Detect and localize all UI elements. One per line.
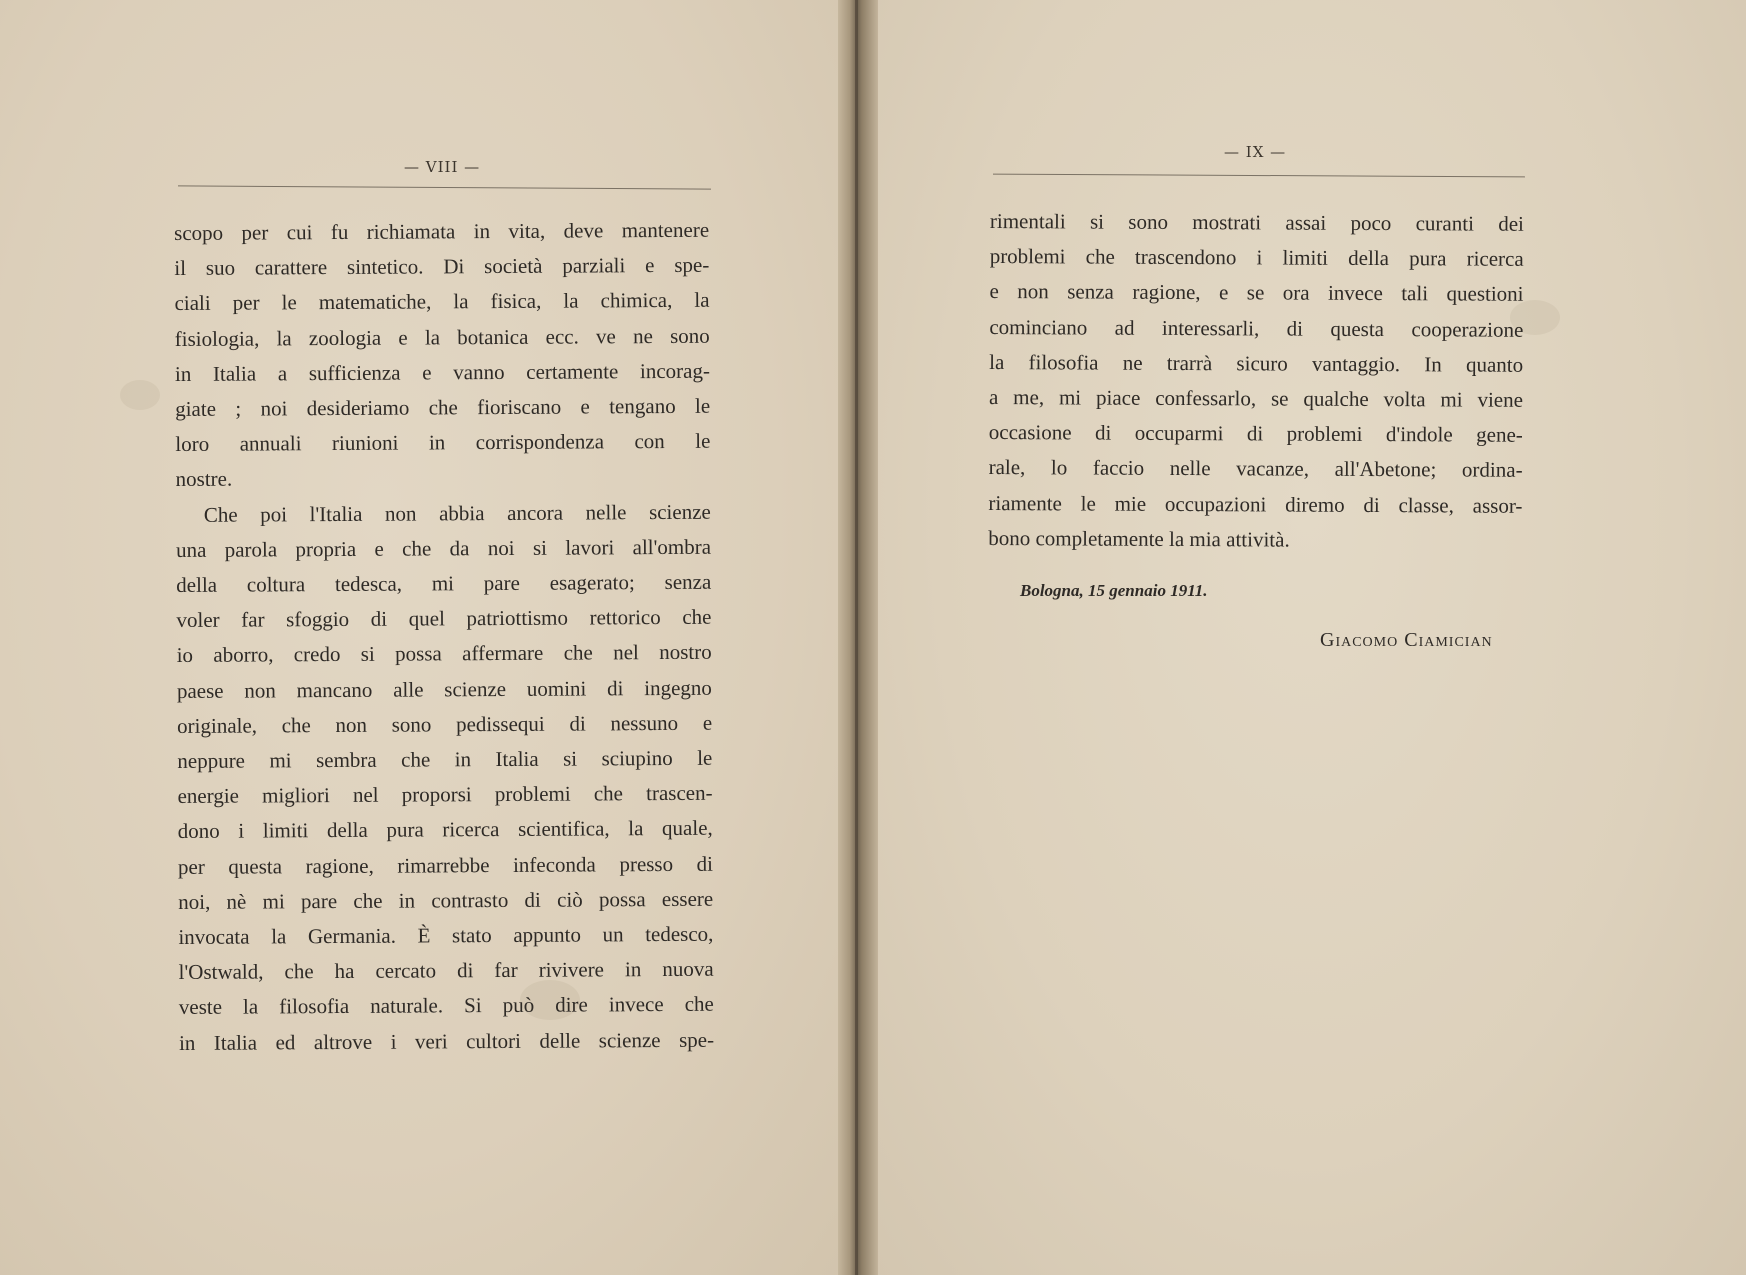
text-line: nostre. <box>175 467 233 492</box>
dateline: Bologna, 15 gennaio 1911. <box>1020 581 1208 600</box>
text-line: cominciano ad interessarli, di questa cooperazione <box>989 314 1524 342</box>
text-line: paese non mancano alle scienze uomini di ingegno <box>176 675 712 703</box>
text-line: riamente le mie occupazioni diremo di classe, assor- <box>988 490 1523 518</box>
text-line: problemi che trascendono i limiti della pura ricerca <box>989 244 1524 271</box>
text-line: e non senza ragione, e se ora invece tali questioni <box>989 279 1524 307</box>
text-line: neppure mi sembra che in Italia si sciupino le <box>177 745 713 774</box>
text-line: giate ; noi desideriamo che fioriscano e tengano le <box>175 393 711 422</box>
text-line: rale, lo faccio nelle vacanze, all'Abetone; ordina- <box>988 455 1523 483</box>
text-line: a me, mi piace confessarlo, se qualche volta mi viene <box>988 385 1524 412</box>
right-page-number: — IX — <box>1224 143 1287 161</box>
text-line: per questa ragione, rimarrebbe infeconda presso di <box>177 851 714 879</box>
author-signature: Giacomo Ciamician <box>1320 629 1493 651</box>
left-page-number: — VIII — <box>404 158 481 176</box>
text-line: invocata la Germania. È stato appunto un tedesco, <box>178 921 714 950</box>
text-line: originale, che non sono pedissequi di nessuno e <box>177 710 713 738</box>
text-line: energie migliori nel proporsi problemi che trascen- <box>177 780 713 809</box>
spine-crease <box>855 0 858 1275</box>
text-line: in Italia ed altrove i veri cultori delle scienze spe- <box>178 1027 715 1055</box>
text-line: voler far sfoggio di quel patriottismo rettorico che <box>176 604 712 633</box>
text-line: rimentali si sono mostrati assai poco curanti dei <box>989 208 1524 236</box>
text-line: in Italia a sufficienza e vanno certamente incorag- <box>174 358 711 386</box>
text-line: dono i limiti della pura ricerca scientifica, la quale, <box>177 816 713 844</box>
text-line: una parola propria e che da noi si lavori all'ombra <box>175 534 712 562</box>
text-line: scopo per cui fu richiamata in vita, deve mantenere <box>174 217 710 245</box>
left-page-text <box>174 213 714 1061</box>
text-line: noi, nè mi pare che in contrasto di ciò possa essere <box>178 886 714 914</box>
book-spine <box>838 0 878 1275</box>
text-line: la filosofia ne trarrà sicuro vantaggio. In quanto <box>989 349 1524 377</box>
text-line: della coltura tedesca, mi pare esagerato; senza <box>176 569 712 598</box>
text-line: bono completamente la mia attività. <box>988 525 1290 552</box>
text-line: occasione di occuparmi di problemi d'indole gene- <box>988 420 1523 448</box>
text-line: io aborro, credo si possa affermare che nel nostro <box>176 640 712 668</box>
text-line: fisiologia, la zoologia e la botanica ecc. ve ne sono <box>174 323 710 351</box>
text-line: l'Ostwald, che ha cercato di far rivivere in nuova <box>178 956 714 985</box>
right-page-text <box>988 204 1524 559</box>
text-line: Che poi l'Italia non abbia ancora nelle scienze <box>203 499 711 527</box>
paper-stain <box>120 380 160 410</box>
text-line: loro annuali riunioni in corrispondenza con le <box>175 428 711 457</box>
text-line: il suo carattere sintetico. Di società parziali e spe- <box>174 252 710 281</box>
text-line: ciali per le matematiche, la fisica, la chimica, la <box>174 288 710 316</box>
text-line: veste la filosofia naturale. Si può dire invece che <box>178 992 714 1020</box>
right-page <box>870 0 1746 1275</box>
